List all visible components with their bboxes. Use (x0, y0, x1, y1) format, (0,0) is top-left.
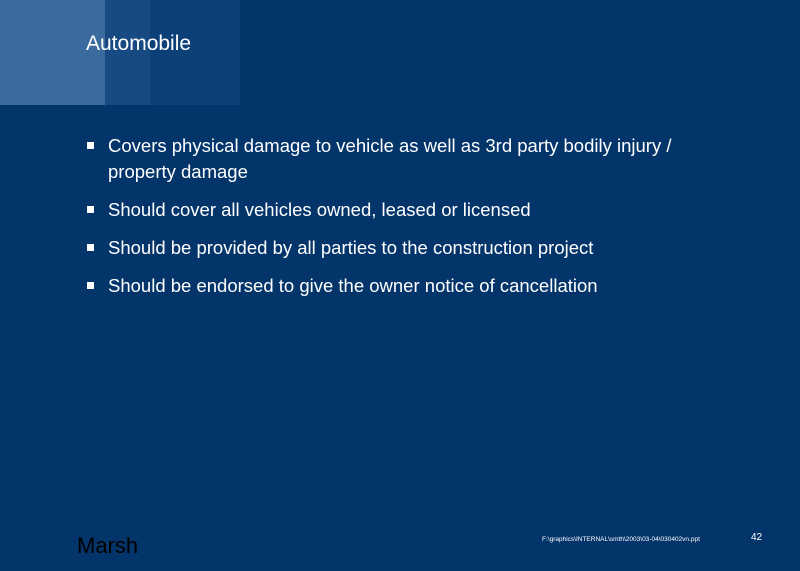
bullet-item (86, 235, 726, 261)
square-bullet-icon (87, 206, 94, 213)
bullet-item (86, 273, 726, 299)
bullet-text: Should be provided by all parties to the construction project (108, 237, 594, 258)
bullet-item (86, 197, 726, 223)
header-band-base (240, 0, 800, 105)
slide-title: Automobile (86, 32, 192, 55)
file-path: F:\graphics\INTERNAL\smth\2003\03-04\030402vn.ppt (542, 536, 700, 543)
bullet-text: Should cover all vehicles owned, leased or licensed (108, 199, 531, 220)
page-number: 42 (751, 532, 763, 543)
square-bullet-icon (87, 142, 94, 149)
square-bullet-icon (87, 282, 94, 289)
bullet-text: Should be endorsed to give the owner notice of cancellation (108, 275, 598, 296)
marsh-logo: Marsh (77, 533, 139, 558)
bullet-list (86, 133, 726, 311)
square-bullet-icon (87, 244, 94, 251)
bullet-item (86, 133, 726, 185)
bullet-text: Covers physical damage to vehicle as well as 3rd party bodily injury / property damage (108, 135, 672, 182)
